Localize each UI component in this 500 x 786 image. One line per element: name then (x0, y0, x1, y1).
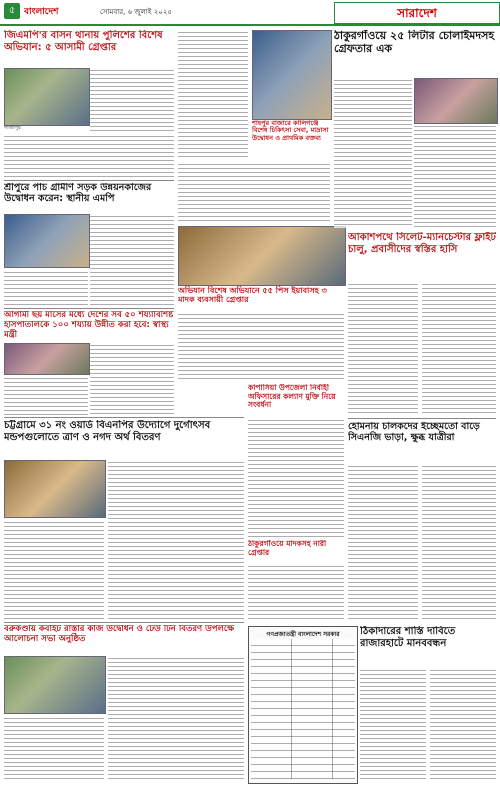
article-body (4, 520, 104, 620)
article-body (108, 460, 244, 620)
photo-caption: গাজীপুর (4, 125, 21, 131)
article-body (4, 270, 88, 306)
article-body (178, 162, 330, 222)
photo-relief-distribution (4, 460, 106, 518)
photo-meeting (4, 656, 106, 714)
divider (4, 622, 244, 623)
article-body (90, 68, 174, 132)
section-title: সারাদেশ (334, 2, 500, 24)
headline-rajarhat: ঠিকাদারের শাস্তি দাবিতে রাজারহাটে মানববন্ধন (360, 626, 456, 649)
paper-logo: বাংলাদেশ (24, 7, 59, 17)
divider (4, 417, 244, 418)
ad-table (251, 639, 355, 779)
article-body (108, 656, 244, 782)
article-body (360, 668, 426, 782)
headline-thakurgaon-liquor: ঠাকুরগাঁওয়ে ২৫ লিটার চোলাইমদসহ গ্রেফতার এক (334, 30, 495, 55)
headline-sylhet-flight: আকাশপথে সিলেট-ম্যানচেস্টার ফ্লাইট চালু, প্রবাসীদের স্বস্তির হাসি (348, 232, 496, 255)
divider (4, 180, 174, 181)
headline-shahpur: শাহপুর বাজারে কালিগঞ্জে বিশেষ চিকিৎসা সেবা, মাদ্রাসা উদ্বোধন ও প্রাথমিক বক্তব্য (252, 120, 329, 142)
masthead (0, 0, 500, 26)
article-body (248, 418, 344, 538)
headline-sreepur-road: শ্রীপুরে পাঁচ গ্রামীণ সড়ক উন্নয়নকাজের উদ্বোধন করেন: স্থানীয় এমপি (4, 183, 152, 204)
photo-police-raid (4, 68, 90, 126)
photo-health-minister (4, 343, 90, 375)
photo-shahpur (252, 30, 332, 120)
article-body (422, 282, 496, 416)
headline-woman-arrest: ঠাকুরগাঁওয়ে মাদকসহ নারী গ্রেপ্তার (248, 540, 327, 557)
photo-yaba-arrest (178, 226, 346, 286)
page-number: ৫ (4, 3, 20, 19)
photo-road-inauguration (4, 214, 90, 268)
article-body (334, 78, 412, 228)
article-body (4, 376, 88, 415)
headline-bashon-thana: জিএমপি'র বাসন থানায় পুলিশের বিশেষ অভিযান: ৫ আসামী গ্রেপ্তার (4, 30, 163, 53)
article-body (422, 464, 496, 622)
headline-barukonda: বরুকণ্ডায় কবাইট রাস্তার কাজ উদ্বোধন ও ঢেউ টিন বিতরণ উপলক্ষে আলোচনা সভা অনুষ্ঠিত (4, 625, 235, 644)
headline-yaba: অভিযান বিশেষ অভিযানে ৫৫ পিস ইয়াবাসহ ৩ মাদক ব্যবসায়ী গ্রেপ্তার (178, 286, 327, 305)
headline-homna-cng: হোমনায় চালকদের ইচ্ছেমতো বাড়ে সিএনজি ভাড়া, ক্ষুব্ধ যাত্রীরা (348, 422, 480, 443)
headline-chattogram-relief: চট্টগ্রামে ৩১ নং ওয়ার্ড বিএনপির উদ্যোগে দুর্গোৎসব মন্ডপগুলোতে ত্রাণ ও নগদ অর্থ বিতরণ (4, 420, 211, 443)
divider (348, 418, 496, 419)
article-body (4, 716, 104, 782)
ad-title: গণপ্রজাতন্ত্রী বাংলাদেশ সরকার (266, 631, 340, 637)
article-body (430, 668, 496, 782)
article-body (348, 282, 418, 416)
government-notice-ad (248, 626, 358, 784)
article-body (348, 464, 418, 622)
article-body (90, 343, 174, 415)
divider (4, 308, 174, 309)
article-body (178, 30, 248, 160)
article-body (4, 134, 174, 178)
article-body (90, 214, 174, 306)
article-body (248, 564, 344, 622)
headline-hospital-beds: আগামী ছয় মাসের মধ্যে দেশের সব ৫০ শয্যাবিশিষ্ট হাসপাতালকে ১০০ শয্যায় উন্নীত করা হবে: স্বাস্থ্য মন্ত্রী (4, 311, 174, 340)
photo-liquor-arrest (414, 78, 498, 124)
article-body (178, 312, 344, 380)
article-body (414, 124, 496, 228)
issue-date: সোমবার, ৬ জুলাই ২০২৫ (100, 8, 172, 16)
headline-kapasia: কাপাসিয়া উপজেলা নির্বাহী অফিসারের কল্যাণ মুক্তি নিয়ে সংবর্ধনা (248, 384, 336, 410)
